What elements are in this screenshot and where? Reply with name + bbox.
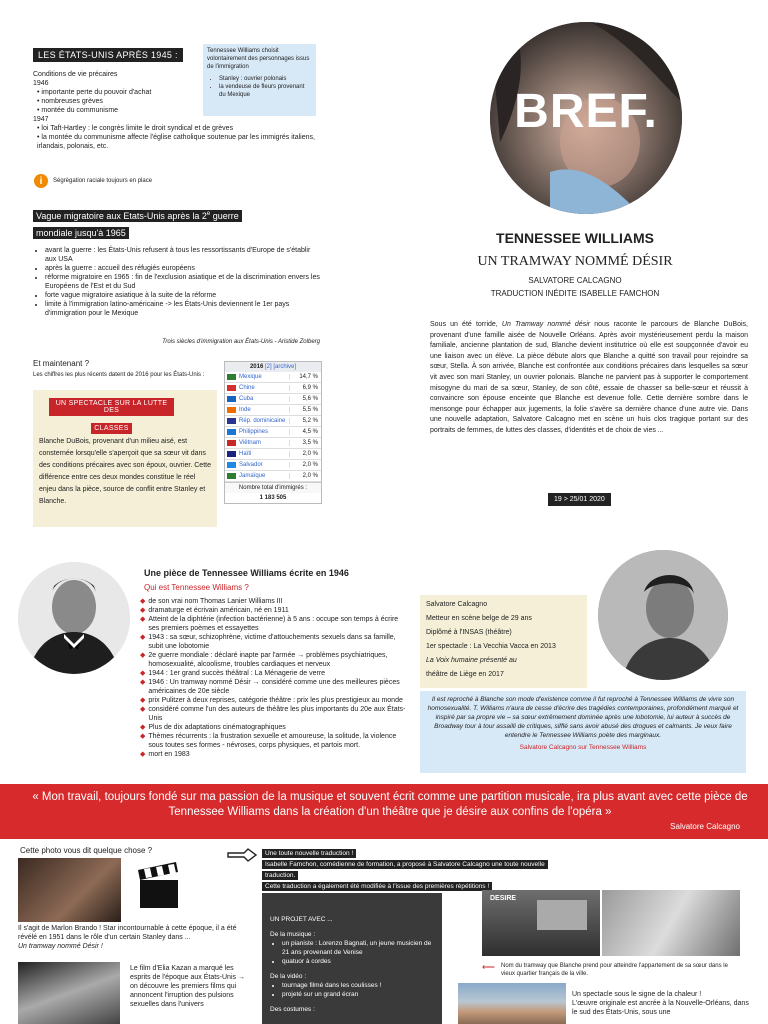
heat-text: L'œuvre originale est ancrée à la Nouvelle-Orléans, dans le sud des États-Unis, sous une <box>572 1000 749 1016</box>
table-row <box>225 449 321 460</box>
tw-bio-item: ◆ dramaturge et écrivain américain, né en 1911 <box>140 607 289 614</box>
bullet-icon: ◆ <box>140 697 146 704</box>
banner-author: Salvatore Calcagno <box>670 822 740 831</box>
postwar-title: LES ÉTATS-UNIS APRÈS 1945 : <box>33 45 183 63</box>
migration-title: Vague migratoire aux Etats-Unis après la 2e guerre mondiale jusqu'à 1965 <box>33 206 275 242</box>
country-name[interactable]: Jamaïque <box>239 473 266 479</box>
bullet-icon: ◆ <box>140 652 146 659</box>
bullet-icon: ◆ <box>140 679 146 686</box>
tw-portrait <box>18 562 130 674</box>
flag-icon <box>227 385 236 391</box>
pointing-hand-icon <box>226 847 258 863</box>
table-total-label: Nombre total d'immigrés : <box>225 482 321 493</box>
migration-item: • forte vague migratoire asiatique à la suite de la réforme <box>45 291 323 300</box>
postwar-line: Conditions de vie précaires <box>33 71 118 78</box>
tw-bio-item: ◆ Plus de dix adaptations cinématographiques <box>140 724 286 731</box>
actress-photo <box>602 890 740 956</box>
table-row <box>225 438 321 449</box>
tw-bio-item: ◆ mort en 1983 <box>140 751 190 758</box>
table-row <box>225 471 321 482</box>
migration-source: Trois siècles d'immigration aux États-Unis - Aristide Zolberg <box>162 339 320 345</box>
heat-title: Un spectacle sous le signe de la chaleur ! <box>572 991 702 998</box>
heat-block <box>572 990 750 1017</box>
project-title: UN PROJET AVEC ... <box>270 916 333 923</box>
bref-logo: BREF. <box>514 85 658 138</box>
country-name[interactable]: Rép. dominicaine <box>239 418 286 424</box>
clapperboard-icon <box>134 860 184 915</box>
flag-icon <box>227 429 236 435</box>
flag-icon <box>227 440 236 446</box>
bullet-icon: ◆ <box>140 751 146 758</box>
sc-line: Metteur en scène belge de 29 ans <box>426 615 532 622</box>
country-name[interactable]: Haïti <box>239 451 252 457</box>
tram-sign: DESIRE <box>490 895 517 902</box>
table-row <box>225 427 321 438</box>
bullet-icon: ◆ <box>140 670 146 677</box>
country-value: 2,0 % <box>289 451 321 457</box>
banner-quote: « Mon travail, toujours fondé sur ma passion de la musique et souvent écrit comme une partition musicale, ira plus avant avec cette pièce de Tennessee Williams dans la création d'un théâtre que je désire aux confins de l'opéra » <box>32 791 748 818</box>
quote-banner <box>0 784 768 839</box>
tw-bio-item: ◆ 1944 : 1er grand succès théâtral : La Ménagerie de verre <box>140 670 326 677</box>
film-still-photo <box>18 962 120 1024</box>
tram-photo <box>482 890 600 956</box>
table-row <box>225 460 321 471</box>
sc-line: La Voix humaine présenté au <box>426 657 517 664</box>
postwar-line: • la montée du communisme affecte l'église catholique soutenue par les immigrés italiens, irlandais, polonais, etc. <box>37 134 315 150</box>
country-name[interactable]: Mexique <box>239 374 262 380</box>
table-total-value: 1 183 505 <box>225 493 321 503</box>
bullet-icon: ◆ <box>140 598 146 605</box>
tw-bio-item: ◆ de son vrai nom Thomas Lanier Williams III <box>140 598 283 605</box>
tw-bio-item: ◆ considéré comme l'un des auteurs de théâtre les plus importants du 20e aux États-Unis <box>140 706 406 722</box>
migration-list <box>33 246 323 318</box>
sc-quote: Il est reproché à Blanche son mode d'existence comme il fut reproché à Tennessee Williams de vivre son homosexualité. T. Williams n'aura de cesse d'écrire des tragédies contemporaines, profondément marqué et inspiré par sa propre vie – sa sœur extrêmement dominée après une lobotomie, lui auteur à succès de Broadway tour à tour assailli de critiques, sifflé sans avoir abusé des drogues et calmants. Je veux faire entendre le Tennessee Williams poète des marginaux. <box>427 696 739 739</box>
project-music-item: • quatuor à cordes <box>282 957 434 966</box>
country-value: 5,5 % <box>289 407 321 413</box>
country-name[interactable]: Chine <box>239 385 255 391</box>
translation-credit: TRADUCTION INÉDITE ISABELLE FAMCHON <box>490 289 660 298</box>
tw-title: Une pièce de Tennessee Williams écrite en 1946 <box>144 568 349 578</box>
sc-line: théâtre de Liège en 2017 <box>426 671 504 678</box>
table-row <box>225 405 321 416</box>
project-music-item: • un pianiste : Lorenzo Bagnati, un jeune musicien de 21 ans provenant de Venise <box>282 939 434 957</box>
flag-icon <box>227 407 236 413</box>
flag-icon <box>227 473 236 479</box>
film-text: Le film d'Elia Kazan a marqué les esprits de l'époque aux États-Unis → on découvre les premiers films qui annoncent l'irruption des pulsions sexuelles dans l'univers <box>130 965 245 1008</box>
country-value: 2,0 % <box>289 462 321 468</box>
spectacle-box <box>33 390 217 527</box>
tw-bio-item: ◆ prix Pulitzer à deux reprises, catégorie théâtre : prix les plus prestigieux au monde <box>140 697 403 704</box>
brando-photo <box>18 858 121 922</box>
country-value: 6,9 % <box>289 385 321 391</box>
tw-photo <box>18 562 130 674</box>
director-name: SALVATORE CALCAGNO <box>528 276 622 285</box>
migration-item: • après la guerre : accueil des réfugiés européens <box>45 264 323 273</box>
table-row <box>225 394 321 405</box>
table-row <box>225 383 321 394</box>
sc-info-box <box>420 595 587 688</box>
flag-icon <box>227 396 236 402</box>
project-video-title: De la vidéo : <box>270 973 307 980</box>
spectacle-tag: CLASSES <box>91 423 131 434</box>
spectacle-tag: UN SPECTACLE SUR LA LUTTE DES <box>49 398 174 416</box>
tw-bio-item: ◆ 1943 : sa sœur, schizophrène, victime d'attouchements sexuels dans sa famille, subit une lobotomie <box>140 634 396 650</box>
country-name[interactable]: Inde <box>239 407 251 413</box>
sc-photo <box>598 550 728 680</box>
table-archive-link[interactable]: [2] [archive] <box>265 364 297 370</box>
bullet-icon: ◆ <box>140 733 146 740</box>
project-costume-title: Des costumes : <box>270 1006 315 1013</box>
table-row <box>225 372 321 383</box>
tw-bio-item: ◆ Atteint de la diphtérie (infection bactérienne) à 5 ans : occupe son temps à écrire ses premiers poèmes et essayettes <box>140 616 399 632</box>
table-header: 2016 [2] [archive] <box>225 362 321 372</box>
info-icon: i <box>34 174 48 188</box>
synopsis: Sous un été torride, Un Tramway nommé désir nous raconte le parcours de Blanche DuBois, provenant d'une famille aisée de Nouvelle Orléans. Après avoir mystérieusement perdu la maison familiale, ancienne plantation de sud, Blanche devient institutrice où elle est soupçonnée d'avoir eu une liaison avec un élève. La pièce débute alors que Blanche a quitté son travail pour rejoindre sa sœur, Stella. À son arrivée, Blanche est confrontée aux conditions précaires dans lesquelles sa sœur vit avec son mari Stanley, un ouvrier polonais. Blanche ne parvient pas à supporter le comportement misogyne du mari de sa sœur, Stanley, de son côté, essaie de chasser sa belle-sœur et réussit à convaincre son épouse enceinte que Blanche est devenue folle. Cette dernière sombre dans le mensonge pour échapper aux jugements, la folie s'avère sa dernière chance d'une autre vie. Dans une nouvelle adaptation, Salvatore Calcagno met en scène un huis clos tragique portant sur des portraits de femmes, de luttes des classes, d'identités et de choix de vies ... <box>430 321 748 434</box>
flag-icon <box>227 462 236 468</box>
flag-icon <box>227 451 236 457</box>
flag-icon <box>227 374 236 380</box>
translation-block: Une toute nouvelle traduction ! Isabelle Famchon, comédienne de formation, a proposé à Salvatore Calcagno une toute nouvelle traduction. Cette traduction a également été modifiée à l'issue des premières répétitions ! <box>262 848 552 892</box>
sc-portrait <box>598 550 728 680</box>
immigration-info-box: Tennessee Williams choisit volontairement des personnages issus de l'immigration • Stanley : ouvrier polonais • la vendeuse de fleurs provenant du Mexique <box>203 44 316 116</box>
translation-tag: Une toute nouvelle traduction ! <box>262 849 356 858</box>
postwar-line: • montée du communisme <box>37 107 119 114</box>
tw-bio-item: ◆ 2e guerre mondiale : déclaré inapte par l'armée → problèmes psychiatriques, homosexualité, alcoolisme, troubles cardiaques et nerveux <box>140 652 388 668</box>
info-box-item: • la vendeuse de fleurs provenant du Mexique <box>219 83 312 99</box>
postwar-line: • loi Taft-Hartley : le congrès limite le droit syndical et de grèves <box>37 125 234 132</box>
country-name[interactable]: Viêtnam <box>239 440 261 446</box>
segregation-note: i Ségrégation raciale toujours en place <box>34 174 152 188</box>
tw-bio-item: ◆ Thèmes récurrents : la frustration sexuelle et amoureuse, la solitude, la violence sous toutes ses formes - névroses, corps physiques, et partois mort. <box>140 733 397 749</box>
project-box <box>262 893 442 1024</box>
tram-caption: Nom du tramway que Blanche prend pour atteindre l'appartement de sa sœur dans le vieux quartier français de la ville. <box>501 963 728 977</box>
spectacle-text: Blanche DuBois, provenant d'un milieu aisé, est consternée lorsqu'elle s'aperçoit que sa sœur vit dans des conditions précaires avec son époux, ouvrier. Cette différence entre ces deux mondes constitue le réel enjeu dans la pièce, source de conflit entre Stanley et Blanche. <box>39 438 211 505</box>
bullet-icon: ◆ <box>140 607 146 614</box>
bullet-icon: ◆ <box>140 706 146 713</box>
bullet-icon: ◆ <box>140 724 146 731</box>
country-value: 4,5 % <box>289 429 321 435</box>
hero-portrait <box>490 22 682 214</box>
postwar-line: • nombreuses grèves <box>37 98 103 105</box>
sc-quote-author: Salvatore Calcagno sur Tennessee Williams <box>519 744 647 751</box>
flag-icon <box>227 418 236 424</box>
country-value: 3,5 % <box>289 440 321 446</box>
migration-item: • réforme migratoire en 1965 : fin de l'exclusion asiatique et de la discrimination envers les Européens de l'Est et du Sud <box>45 273 323 291</box>
project-video-item: • tournage filmé dans les coulisses ! <box>282 981 434 990</box>
country-value: 14,7 % <box>289 374 321 380</box>
bullet-icon: ◆ <box>140 616 146 623</box>
dates-badge: 19 > 25/01 2020 <box>548 493 611 506</box>
country-value: 5,2 % <box>289 418 321 424</box>
immigration-table <box>224 361 322 504</box>
sc-line: Diplômé à l'INSAS (théâtre) <box>426 629 512 636</box>
migration-item: • limite à l'immigration latino-américaine -> les États-Unis deviennent le 1er pays d'immigration pour le Mexique <box>45 300 323 318</box>
country-value: 2,0 % <box>289 473 321 479</box>
city-photo <box>458 983 566 1024</box>
project-music-title: De la musique : <box>270 931 316 938</box>
sc-quote-box <box>420 691 746 773</box>
now-title: Et maintenant ? <box>33 359 90 368</box>
tw-bio-item: ◆ 1946 : Un tramway nommé Désir → considéré comme une des meilleures pièces américaines de 20e siècle <box>140 679 400 695</box>
migration-item: • avant la guerre : les États-Unis refusent à tous les ressortissants d'Europe de s'établir aux USA <box>45 246 323 264</box>
sc-line: Salvatore Calcagno <box>426 601 488 608</box>
bullet-icon: ◆ <box>140 634 146 641</box>
author-title: TENNESSEE WILLIAMS <box>496 230 654 246</box>
postwar-line: 1947 <box>33 116 49 123</box>
info-box-item: • Stanley : ouvrier polonais <box>219 75 312 83</box>
country-name[interactable]: Philippines <box>239 429 269 435</box>
country-name[interactable]: Cuba <box>239 396 254 402</box>
postwar-line: • importante perte du pouvoir d'achat <box>37 89 152 96</box>
tw-bio-list <box>140 597 406 759</box>
country-value: 5,6 % <box>289 396 321 402</box>
table-row <box>225 416 321 427</box>
now-subtitle: Les chiffres les plus récents datent de 2016 pour les États-Unis : <box>33 372 205 378</box>
play-title: UN TRAMWAY NOMMÉ DÉSIR <box>477 254 673 269</box>
tw-subtitle: Qui est Tennessee Williams ? <box>144 583 249 592</box>
sc-line: 1er spectacle : La Vecchia Vacca en 2013 <box>426 643 556 650</box>
project-video-item: • projeté sur un grand écran <box>282 990 434 999</box>
postwar-line: 1946 <box>33 80 49 87</box>
photo-caption: Il s'agit de Marlon Brando ! Star incontournable à cette époque, il a été révélé en 1951 dans le rôle d'un certain Stanley dans ... Un tramway nommé Désir ! <box>18 925 237 950</box>
arrow-left-icon: ⟵ <box>482 962 495 972</box>
photo-title: Cette photo vous dit quelque chose ? <box>20 846 153 855</box>
country-name[interactable]: Salvador <box>239 462 263 468</box>
